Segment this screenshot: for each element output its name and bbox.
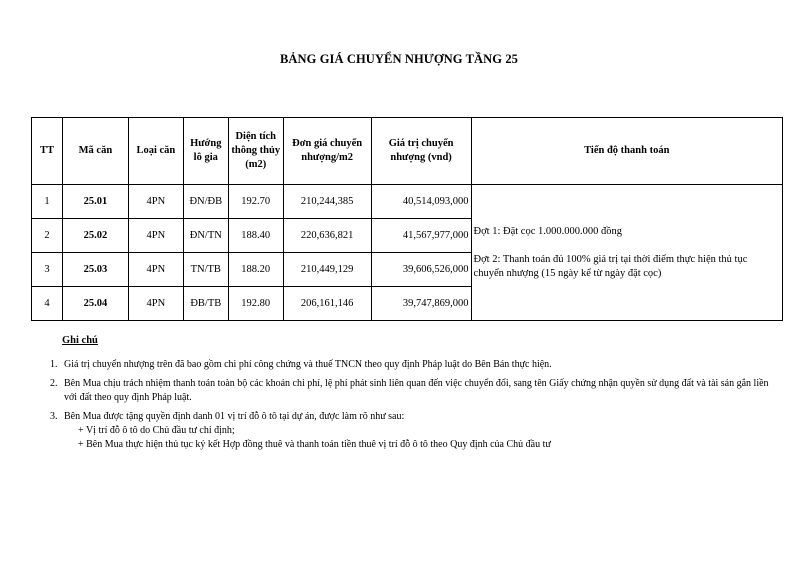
cell-tt: 1 — [32, 185, 63, 219]
cell-huong: ĐB/TB — [183, 287, 228, 321]
cell-don-gia: 210,449,129 — [283, 253, 371, 287]
cell-gia-tri: 41,567,977,000 — [371, 219, 471, 253]
header-huong-lo-gia: Hướng lô gia — [183, 118, 228, 185]
cell-don-gia: 206,161,146 — [283, 287, 371, 321]
cell-ma-can: 25.02 — [62, 219, 128, 253]
table-header-row — [32, 118, 783, 185]
note-number: 1. — [50, 359, 58, 370]
cell-gia-tri: 39,606,526,000 — [371, 253, 471, 287]
header-dien-tich: Diện tích thông thủy (m2) — [228, 118, 283, 185]
cell-tt: 2 — [32, 219, 63, 253]
header-tt: TT — [32, 118, 63, 185]
header-tien-do: Tiến độ thanh toán — [471, 118, 782, 185]
cell-loai-can: 4PN — [128, 185, 183, 219]
cell-don-gia: 220,636,821 — [283, 219, 371, 253]
cell-tt: 4 — [32, 287, 63, 321]
note-number: 3. — [50, 411, 58, 422]
note-item — [50, 358, 780, 372]
notes-list — [50, 358, 780, 452]
header-ma-can: Mã căn — [62, 118, 128, 185]
cell-ma-can: 25.03 — [62, 253, 128, 287]
cell-dien-tich: 188.20 — [228, 253, 283, 287]
cell-tt: 3 — [32, 253, 63, 287]
cell-huong: ĐN/TN — [183, 219, 228, 253]
note-number: 2. — [50, 378, 58, 389]
cell-dien-tich: 192.80 — [228, 287, 283, 321]
cell-gia-tri: 39,747,869,000 — [371, 287, 471, 321]
cell-ma-can: 25.04 — [62, 287, 128, 321]
cell-dien-tich: 188.40 — [228, 219, 283, 253]
sub-note: + Bên Mua thực hiện thủ tục ký kết Hợp đồng thuê và thanh toán tiền thuê vị trí đỗ ô tô theo Quy định của Chủ đầu tư — [78, 439, 551, 450]
cell-ma-can: 25.01 — [62, 185, 128, 219]
note-item — [50, 377, 780, 405]
note-text: Bên Mua được tặng quyền định danh 01 vị trí đỗ ô tô tại dự án, được làm rõ như sau: — [64, 411, 405, 422]
header-loai-can: Loại căn — [128, 118, 183, 185]
payment-dot-2: Đợt 2: Thanh toán đủ 100% giá trị tại thời điểm thực hiện thủ tục chuyển nhượng (15 ngày kể từ ngày đặt cọc) — [473, 253, 748, 279]
payment-dot-1: Đợt 1: Đặt cọc 1.000.000.000 đồng — [473, 225, 622, 237]
cell-loai-can: 4PN — [128, 219, 183, 253]
cell-loai-can: 4PN — [128, 287, 183, 321]
cell-loai-can: 4PN — [128, 253, 183, 287]
table-row — [32, 185, 783, 219]
cell-huong: TN/TB — [183, 253, 228, 287]
sub-note: + Vị trí đỗ ô tô do Chủ đầu tư chỉ định; — [78, 425, 235, 436]
cell-dien-tich: 192.70 — [228, 185, 283, 219]
header-gia-tri: Giá trị chuyển nhượng (vnd) — [371, 118, 471, 185]
cell-don-gia: 210,244,385 — [283, 185, 371, 219]
page-title: BẢNG GIÁ CHUYỂN NHƯỢNG TẦNG 25 — [279, 52, 519, 66]
price-table — [31, 117, 783, 321]
note-item — [50, 410, 780, 452]
header-don-gia: Đơn giá chuyển nhượng/m2 — [283, 118, 371, 185]
notes-heading: Ghi chú — [62, 335, 98, 346]
payment-schedule-cell — [471, 185, 782, 321]
note-text: Giá trị chuyển nhượng trên đã bao gồm chi phí công chứng và thuế TNCN theo quy định Pháp luật do Bên Bán thực hiện. — [64, 359, 552, 370]
cell-gia-tri: 40,514,093,000 — [371, 185, 471, 219]
note-text: Bên Mua chịu trách nhiệm thanh toán toàn bộ các khoản chi phí, lệ phí phát sinh liên quan đến việc chuyển đổi, sang tên Giấy chứng nhận quyền sử dụng đất và tài sản gắn liền với đất theo quy định Pháp luật. — [64, 378, 769, 403]
cell-huong: ĐN/ĐB — [183, 185, 228, 219]
